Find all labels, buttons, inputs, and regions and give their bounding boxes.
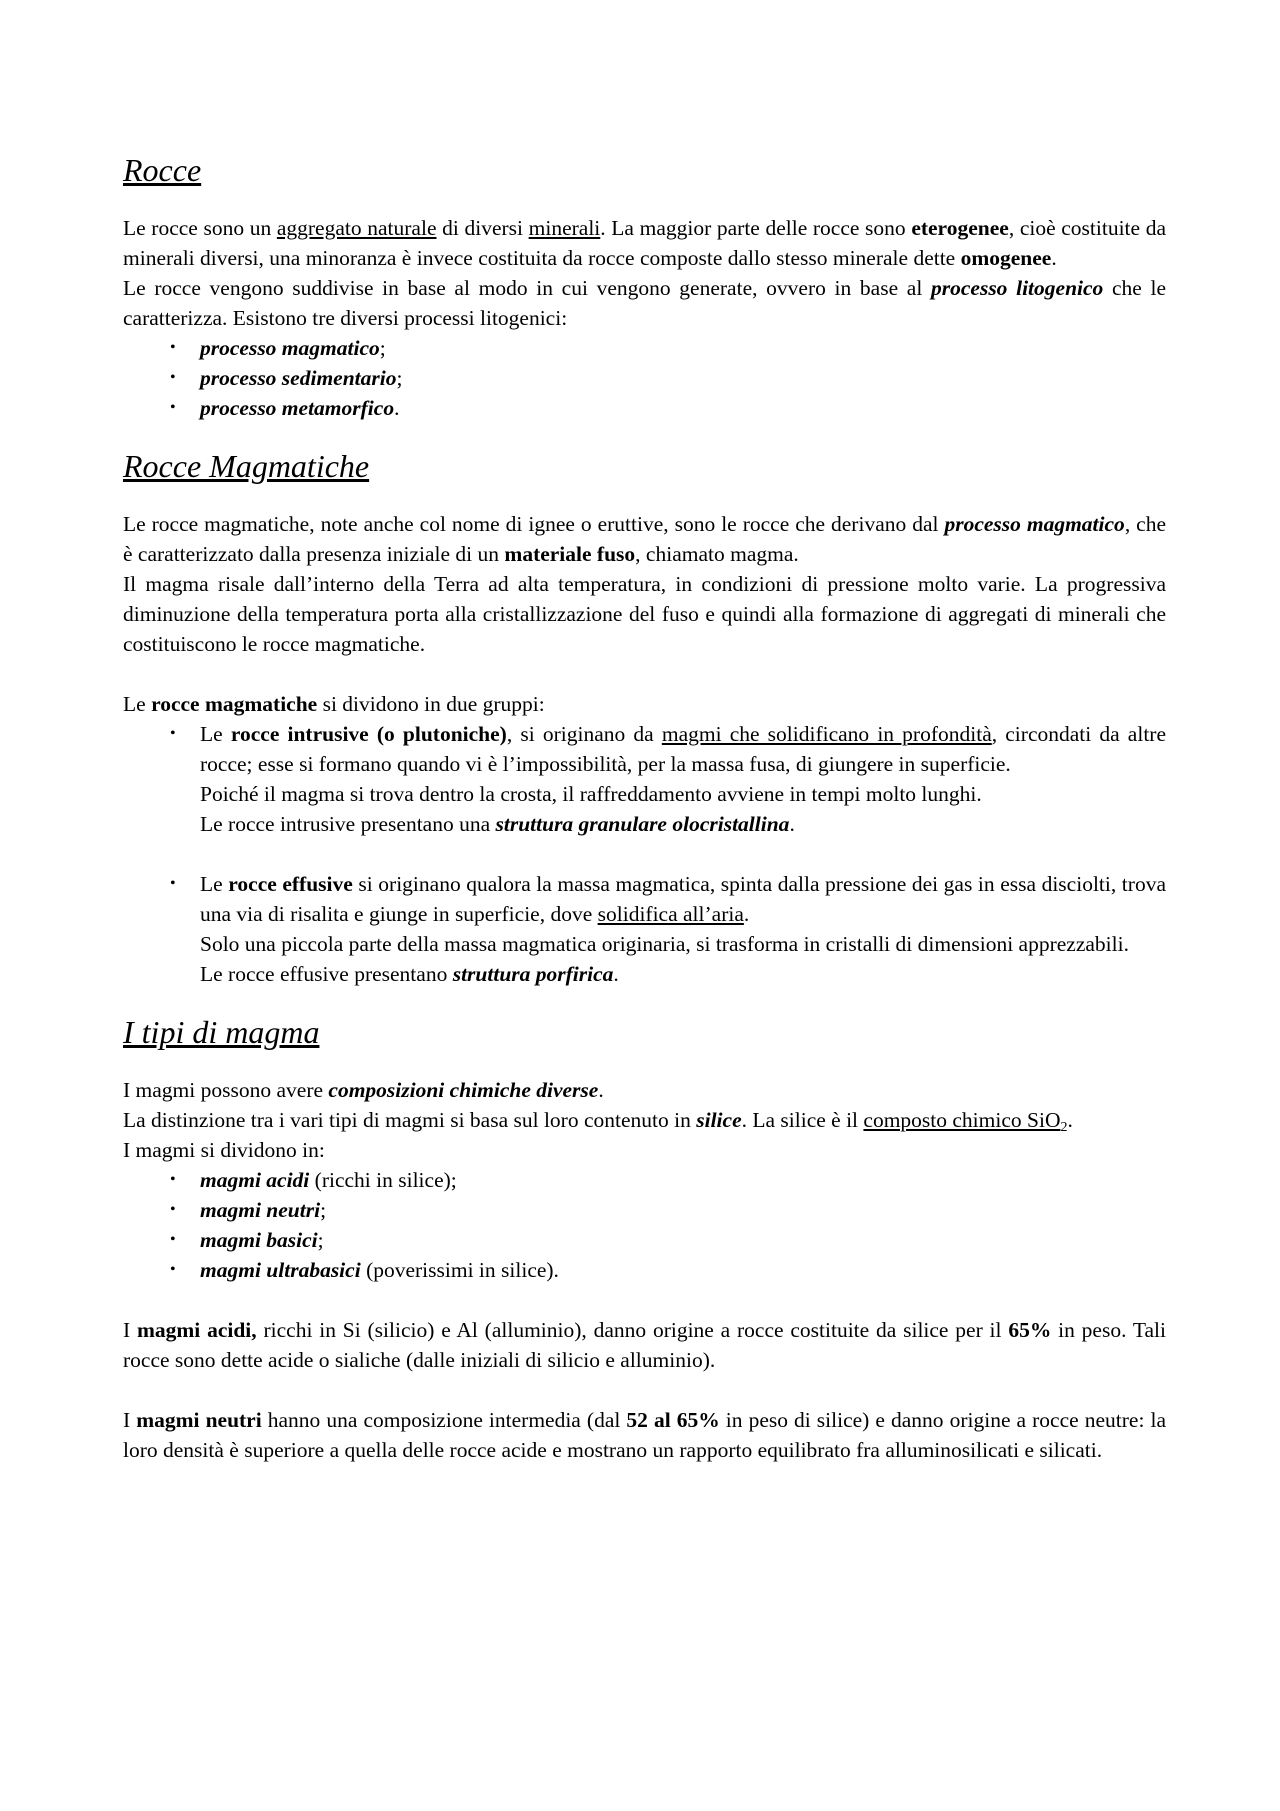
text: ; (396, 366, 403, 390)
text: di diversi (436, 216, 529, 240)
bold-term: eterogenee (911, 216, 1009, 240)
text: si originano qualora la massa magmatica, spinta dalla pressione dei gas in essa disciolti, trova una via di risalita e giunge in superficie, dove (200, 872, 1166, 926)
bold-italic-term: processo magmatico (944, 512, 1125, 536)
paragraph-rocce-intro (123, 213, 1166, 273)
text: Le (200, 872, 229, 896)
text: (ricchi in silice); (309, 1168, 457, 1192)
underlined-term (863, 1108, 1068, 1135)
bold-italic-term: struttura porfirica (452, 962, 614, 986)
paragraph-magmi-neutri (123, 1405, 1166, 1465)
underlined-term: solidifica all’aria (597, 902, 744, 926)
document-page (123, 150, 1166, 1465)
text: (poverissimi in silice). (360, 1258, 559, 1282)
paragraph-composizioni (123, 1075, 1166, 1105)
paragraph-due-gruppi (123, 689, 1166, 719)
heading-rocce-magmatiche: Rocce Magmatiche (123, 448, 370, 484)
text: hanno una composizione intermedia (dal (261, 1408, 627, 1432)
text: Le (200, 722, 231, 746)
bullet-icon: • (170, 1231, 176, 1248)
bullet-icon: • (170, 875, 176, 892)
text: I magmi possono avere (123, 1078, 329, 1102)
bold-term: 65% (1008, 1318, 1052, 1342)
bold-term: rocce effusive (228, 872, 353, 896)
text: . La silice è il (741, 1108, 864, 1132)
text: composto chimico SiO (863, 1108, 1061, 1132)
text: ; (320, 1198, 327, 1222)
text: Solo una piccola parte della massa magmatica originaria, si trasforma in cristalli di dimensioni apprezzabili. (200, 932, 1129, 956)
bold-italic-term: magmi basici (200, 1228, 318, 1252)
list-item (170, 1225, 1166, 1255)
text: . (789, 812, 795, 836)
bold-italic-term: silice (696, 1108, 742, 1132)
paragraph-magmatiche-intro (123, 509, 1166, 569)
text: . (613, 962, 619, 986)
list-item-intrusive (170, 719, 1166, 839)
list-item (170, 393, 1166, 423)
text: , si originano da (506, 722, 662, 746)
paragraph-magmi-acidi (123, 1315, 1166, 1375)
text: . (394, 396, 400, 420)
bullet-icon: • (170, 399, 176, 416)
bold-term: omogenee (960, 246, 1052, 270)
paragraph-magma-risale: Il magma risale dall’interno della Terra ad alta temperatura, in condizioni di pressione molto varie. La progressiva diminuzione della temperatura porta alla cristallizzazione del fuso e quindi alla formazione di aggregati di minerali che costituiscono le rocce magmatiche. (123, 572, 1166, 656)
paragraph-rocce-processi (123, 273, 1166, 333)
text: Le (123, 692, 152, 716)
bold-italic-term: magmi ultrabasici (200, 1258, 361, 1282)
list-spacer (200, 839, 1166, 869)
underlined-term: magmi che solidificano in profondità (661, 722, 992, 746)
text: , cioè costituite da minerali diversi, una minoranza è invece costituita da rocce composte dallo stesso minerale dette (123, 216, 1167, 270)
text: si dividono in due gruppi: (317, 692, 545, 716)
text: I (123, 1318, 137, 1342)
bullet-icon: • (170, 1171, 176, 1188)
text: ricchi in Si (silicio) e Al (alluminio), danno origine a rocce costituite da silice per il (256, 1318, 1009, 1342)
heading-rocce: Rocce (123, 152, 202, 188)
bold-italic-term: processo litogenico (931, 276, 1104, 300)
paragraph-silice (123, 1105, 1166, 1135)
bold-italic-term: struttura granulare olocristallina (495, 812, 790, 836)
paragraph-magmi-dividono: I magmi si dividono in: (123, 1138, 325, 1162)
bold-italic-term: composizioni chimiche diverse (328, 1078, 599, 1102)
text: La distinzione tra i vari tipi di magmi si basa sul loro contenuto in (123, 1108, 697, 1132)
text: Poiché il magma si trova dentro la crosta, il raffreddamento avviene in tempi molto lunghi. (200, 782, 982, 806)
text: in peso di silice) e danno origine a rocce neutre: la loro densità è superiore a quella delle rocce acide e mostrano un rapporto equilibrato fra alluminosilicati e silicati. (123, 1408, 1166, 1462)
text: che le caratterizza. Esistono tre diversi processi litogenici: (123, 276, 1166, 330)
text: Le rocce effusive presentano (200, 962, 453, 986)
text: , chiamato magma. (635, 542, 799, 566)
heading-tipi-di-magma: I tipi di magma (123, 1014, 320, 1050)
text: in peso. Tali rocce sono dette acide o sialiche (dalle iniziali di silicio e alluminio). (123, 1318, 1166, 1372)
list-item (170, 1255, 1166, 1285)
text: , circondati da altre rocce; esse si formano quando vi è l’impossibilità, per la massa fusa, di giungere in superficie. (200, 722, 1166, 776)
bold-italic-term: processo magmatico (200, 336, 380, 360)
text: I (123, 1408, 137, 1432)
list-item-effusive (170, 869, 1166, 989)
bold-term: rocce intrusive (o plutoniche) (230, 722, 507, 746)
bullet-icon: • (170, 725, 176, 742)
bold-italic-term: magmi acidi (200, 1168, 310, 1192)
text: , che è caratterizzato dalla presenza iniziale di un (123, 512, 1166, 566)
text: . (598, 1078, 604, 1102)
bold-italic-term: processo sedimentario (200, 366, 397, 390)
underlined-term: aggregato naturale (276, 216, 437, 240)
bullet-icon: • (170, 1201, 176, 1218)
text: ; (379, 336, 386, 360)
bullet-icon: • (170, 369, 176, 386)
list-gruppi (123, 719, 1166, 989)
bold-term: magmi neutri (136, 1408, 262, 1432)
text: . (1067, 1108, 1073, 1132)
text: Le rocce vengono suddivise in base al modo in cui vengono generate, ovvero in base al (123, 276, 931, 300)
list-item (170, 1195, 1166, 1225)
list-processi (123, 333, 1166, 423)
underlined-term: minerali (528, 216, 601, 240)
bold-term: rocce magmatiche (151, 692, 318, 716)
text: Le rocce intrusive presentano una (200, 812, 496, 836)
bold-term: materiale fuso (504, 542, 636, 566)
text: Le rocce magmatiche, note anche col nome di ignee o eruttive, sono le rocce che derivano dal (123, 512, 945, 536)
list-item (170, 333, 1166, 363)
text: Le rocce sono un (123, 216, 277, 240)
bold-term: magmi acidi, (136, 1318, 257, 1342)
text: . (1051, 246, 1057, 270)
subscript: 2 (1060, 1120, 1068, 1135)
list-item (170, 1165, 1166, 1195)
bold-term: 52 al 65% (626, 1408, 720, 1432)
text: . La maggior parte delle rocce sono (600, 216, 912, 240)
text: . (743, 902, 750, 926)
bold-italic-term: magmi neutri (200, 1198, 321, 1222)
bullet-icon: • (170, 1261, 176, 1278)
bold-italic-term: processo metamorfico (200, 396, 395, 420)
text: ; (317, 1228, 324, 1252)
list-item (170, 363, 1166, 393)
bullet-icon: • (170, 339, 176, 356)
list-tipi-magmi (123, 1165, 1166, 1285)
